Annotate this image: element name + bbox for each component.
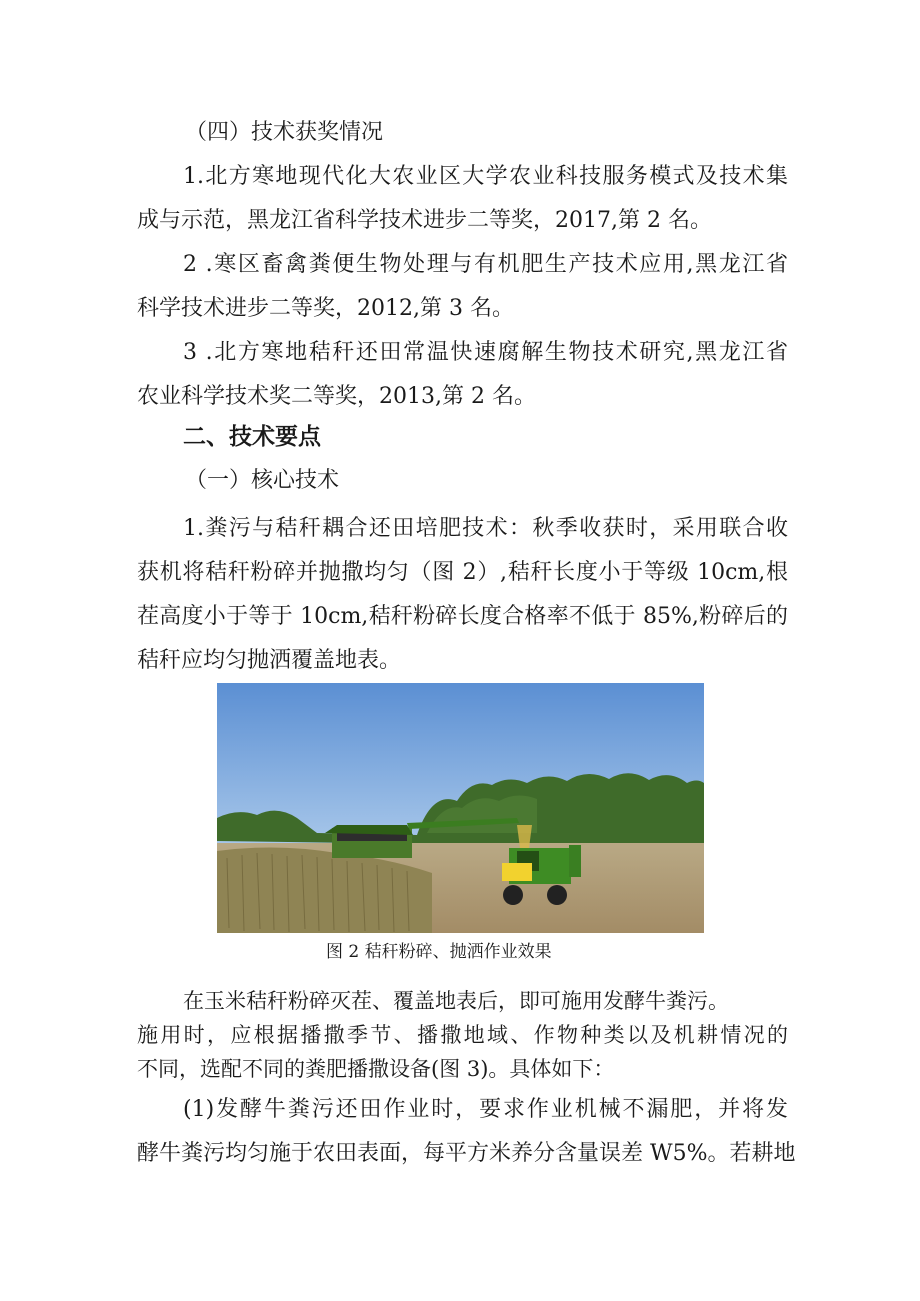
paragraph-3-line-2: 酵牛粪污均匀施于农田表面，每平方米养分含量误差 W5%。若耕地 bbox=[137, 1141, 796, 1166]
paragraph-3-line-1: (1)发酵牛粪污还田作业时，要求作业机械不漏肥，并将发 bbox=[183, 1097, 788, 1122]
award-2-line-2: 科学技术进步二等奖，2012,第 3 名。 bbox=[137, 296, 514, 321]
core-tech-line-3: 茬高度小于等于 10cm,秸秆粉碎长度合格率不低于 85%,粉碎后的 bbox=[137, 604, 788, 629]
award-2-line-1: 2 .寒区畜禽粪便生物处理与有机肥生产技术应用,黑龙江省 bbox=[183, 252, 788, 277]
paragraph-2-line-1: 在玉米秸秆粉碎灭茬、覆盖地表后，即可施用发酵牛粪污。 bbox=[183, 989, 729, 1013]
award-1-line-1: 1.北方寒地现代化大农业区大学农业科技服务模式及技术集 bbox=[183, 164, 788, 189]
award-3-line-2: 农业科学技术奖二等奖，2013,第 2 名。 bbox=[137, 384, 536, 409]
core-tech-line-4: 秸秆应均匀抛洒覆盖地表。 bbox=[137, 648, 402, 673]
award-1-line-2: 成与示范，黑龙江省科学技术进步二等奖，2017,第 2 名。 bbox=[137, 208, 712, 233]
figure-caption: 图 2 秸秆粉碎、抛洒作业效果 bbox=[326, 942, 552, 962]
paragraph-2-line-3: 不同，选配不同的粪肥播撒设备(图 3)。具体如下： bbox=[137, 1057, 615, 1081]
subsection-title: （一）核心技术 bbox=[185, 468, 340, 493]
section-heading: 二、技术要点 bbox=[183, 424, 321, 450]
section-4-title: （四）技术获奖情况 bbox=[185, 120, 384, 145]
core-tech-line-2: 获机将秸秆粉碎并抛撒均匀（图 2）,秸秆长度小于等级 10cm,根 bbox=[137, 560, 788, 585]
core-tech-line-1: 1.粪污与秸秆耦合还田培肥技术：秋季收获时，采用联合收 bbox=[183, 516, 788, 541]
harvester-field-photo bbox=[217, 683, 704, 933]
paragraph-2-line-2: 施用时，应根据播撒季节、播撒地域、作物种类以及机耕情况的 bbox=[137, 1023, 788, 1047]
award-3-line-1: 3 .北方寒地秸秆还田常温快速腐解生物技术研究,黑龙江省 bbox=[183, 340, 788, 365]
